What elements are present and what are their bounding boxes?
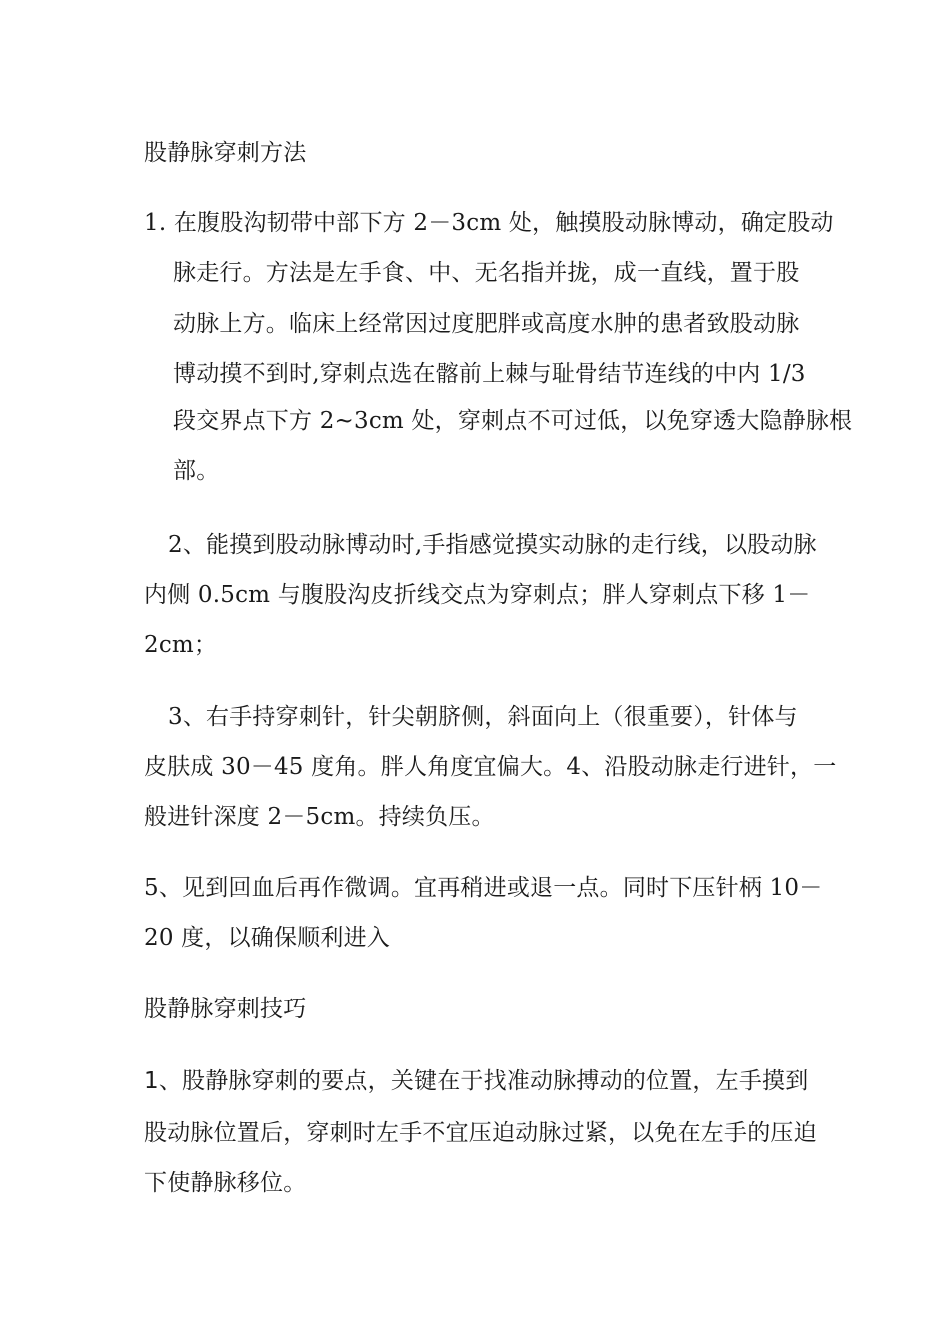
paragraph-line: 动脉上方。临床上经常因过度肥胖或高度水肿的患者致股动脉 [173,311,800,337]
paragraph-line: 3、右手持穿刺针，针尖朝脐侧，斜面向上（很重要），针体与 [168,704,798,730]
paragraph-line: 2、能摸到股动脉博动时,手指感觉摸实动脉的走行线，以股动脉 [168,532,817,558]
paragraph-line: 段交界点下方 2~3cm 处，穿刺点不可过低，以免穿透大隐静脉根 [173,408,853,434]
paragraph-line: 般进针深度 2－5cm。持续负压。 [144,804,495,830]
paragraph-line: 皮肤成 30－45 度角。胖人角度宜偏大。4、沿股动脉走行进针，一 [144,754,837,780]
paragraph-line: 2cm； [144,632,218,658]
paragraph-line: 1、股静脉穿刺的要点，关键在于找准动脉搏动的位置，左手摸到 [144,1068,809,1094]
paragraph-line: 下使静脉移位。 [144,1170,307,1196]
section-heading-technique: 股静脉穿刺技巧 [144,996,307,1022]
paragraph-line: 内侧 0.5cm 与腹股沟皮折线交点为穿刺点；胖人穿刺点下移 1－ [144,582,811,608]
section-heading-method: 股静脉穿刺方法 [144,140,307,166]
paragraph-line: 5、见到回血后再作微调。宜再稍进或退一点。同时下压针柄 10－ [144,875,823,901]
paragraph-line: 部。 [173,458,220,484]
paragraph-line: 博动摸不到时,穿刺点选在髂前上棘与耻骨结节连线的中内 1/3 [173,361,806,387]
paragraph-line: 脉走行。方法是左手食、中、无名指并拢，成一直线，置于股 [173,260,800,286]
paragraph-line: 1. 在腹股沟韧带中部下方 2－3cm 处，触摸股动脉博动，确定股动 [144,210,834,236]
paragraph-line: 股动脉位置后，穿刺时左手不宜压迫动脉过紧，以免在左手的压迫 [144,1120,817,1146]
paragraph-line: 20 度，以确保顺利进入 [144,925,390,951]
